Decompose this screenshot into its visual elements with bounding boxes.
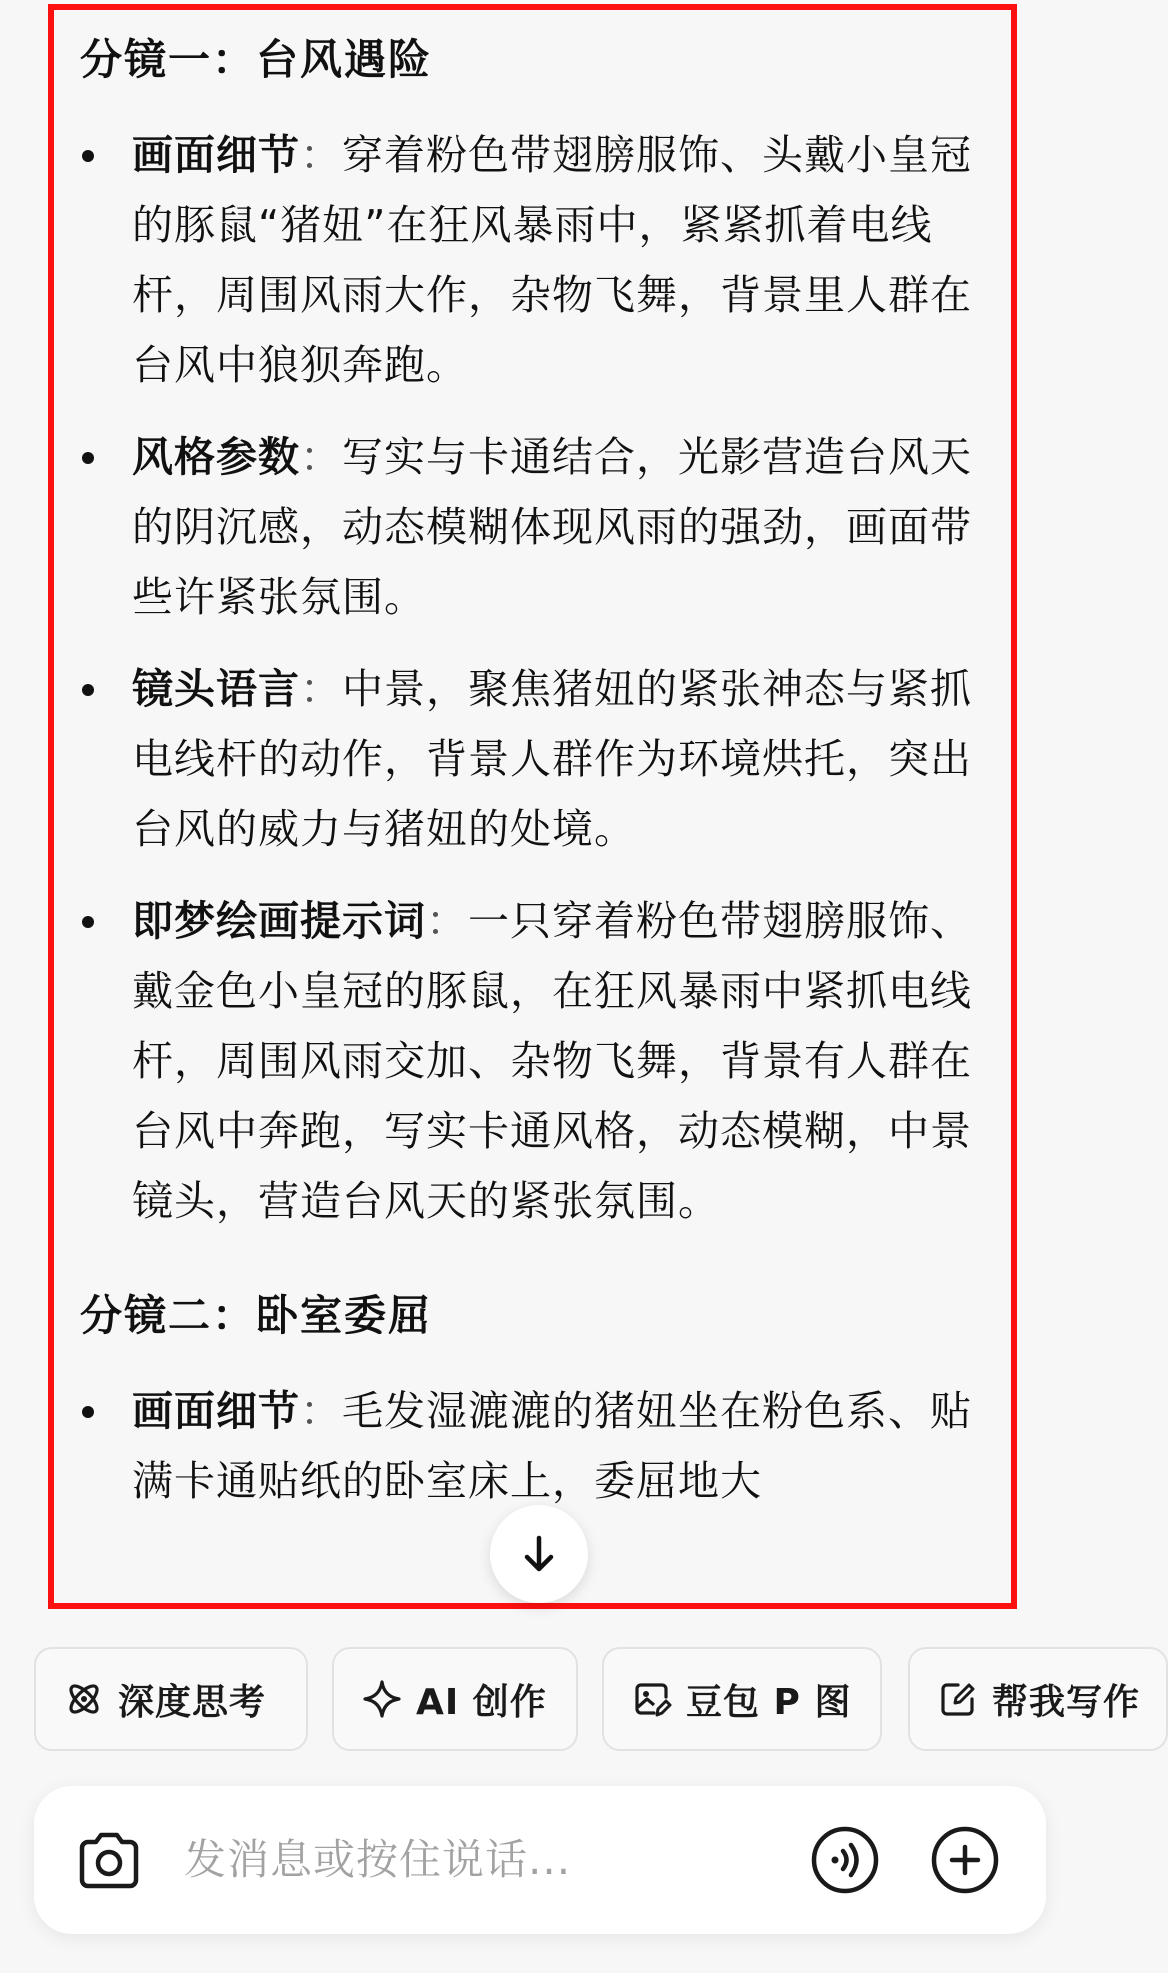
plus-icon[interactable] — [930, 1825, 1000, 1895]
chip-label: 深度思考 — [118, 1681, 267, 1723]
image-edit-icon — [632, 1679, 672, 1719]
chip-label: AI 创作 — [416, 1681, 547, 1723]
voice-icon[interactable] — [810, 1825, 880, 1895]
bullet-colon: ： — [300, 433, 342, 481]
bullet-colon: ： — [300, 665, 342, 713]
bullet-dot — [82, 150, 94, 162]
bullet-dot — [82, 1406, 94, 1418]
section-1-bullets — [80, 120, 995, 1236]
bullet-colon: ： — [300, 131, 342, 179]
quick-actions — [34, 1647, 1141, 1751]
bullet-colon: ： — [300, 1387, 342, 1435]
bullet-style-params — [80, 422, 995, 632]
section-title-2: 分镜二：卧室委屈 — [80, 1291, 433, 1340]
bullet-label: 画面细节 — [132, 1387, 300, 1435]
bullet-text: 穿着粉色带翅膀服饰、头戴小皇冠的豚鼠“猪妞”在狂风暴雨中，紧紧抓着电线杆，周围风雨大作，杂物飞舞，背景里人群在台风中狼狈奔跑。 — [132, 131, 972, 389]
chip-label: 帮我写作 — [992, 1681, 1141, 1723]
chip-ai-create[interactable] — [332, 1647, 578, 1751]
bullet-text: 写实与卡通结合，光影营造台风天的阴沉感，动态模糊体现风雨的强劲，画面带些许紧张氛围。 — [132, 433, 972, 621]
arrow-down-icon — [517, 1532, 561, 1576]
edit-icon — [938, 1679, 978, 1719]
bullet-label: 风格参数 — [132, 433, 300, 481]
bullet-label: 即梦绘画提示词 — [132, 897, 426, 945]
bullet-camera-language — [80, 654, 995, 864]
assistant-message — [80, 22, 995, 1538]
bullet-scene-details — [80, 1376, 995, 1516]
message-input-bar — [34, 1786, 1046, 1934]
deep-think-icon — [64, 1679, 104, 1719]
bullet-prompt — [80, 886, 995, 1236]
message-input[interactable]: 发消息或按住说话... — [184, 1835, 572, 1884]
chip-deep-think[interactable] — [34, 1647, 308, 1751]
chip-help-write[interactable] — [908, 1647, 1168, 1751]
scroll-down-button[interactable] — [490, 1505, 588, 1603]
chip-label: 豆包 P 图 — [686, 1681, 852, 1723]
bullet-dot — [82, 452, 94, 464]
bullet-text: 毛发湿漉漉的猪妞坐在粉色系、贴满卡通贴纸的卧室床上，委屈地大 — [132, 1387, 972, 1505]
camera-icon[interactable] — [74, 1826, 144, 1896]
bullet-label: 镜头语言 — [132, 665, 300, 713]
bullet-text: 中景，聚焦猪妞的紧张神态与紧抓电线杆的动作，背景人群作为环境烘托，突出台风的威力与猪妞的处境。 — [132, 665, 972, 853]
bullet-colon: ： — [426, 897, 468, 945]
chip-image-edit[interactable] — [602, 1647, 882, 1751]
bullet-dot — [82, 916, 94, 928]
bullet-label: 画面细节 — [132, 131, 300, 179]
bullet-scene-details — [80, 120, 995, 400]
sparkle-icon — [362, 1679, 402, 1719]
bullet-dot — [82, 684, 94, 696]
bullet-text: 一只穿着粉色带翅膀服饰、戴金色小皇冠的豚鼠，在狂风暴雨中紧抓电线杆，周围风雨交加、杂物飞舞，背景有人群在台风中奔跑，写实卡通风格，动态模糊，中景镜头，营造台风天的紧张氛围。 — [132, 897, 972, 1225]
section-2-bullets — [80, 1376, 995, 1516]
section-title-1: 分镜一：台风遇险 — [80, 35, 433, 84]
